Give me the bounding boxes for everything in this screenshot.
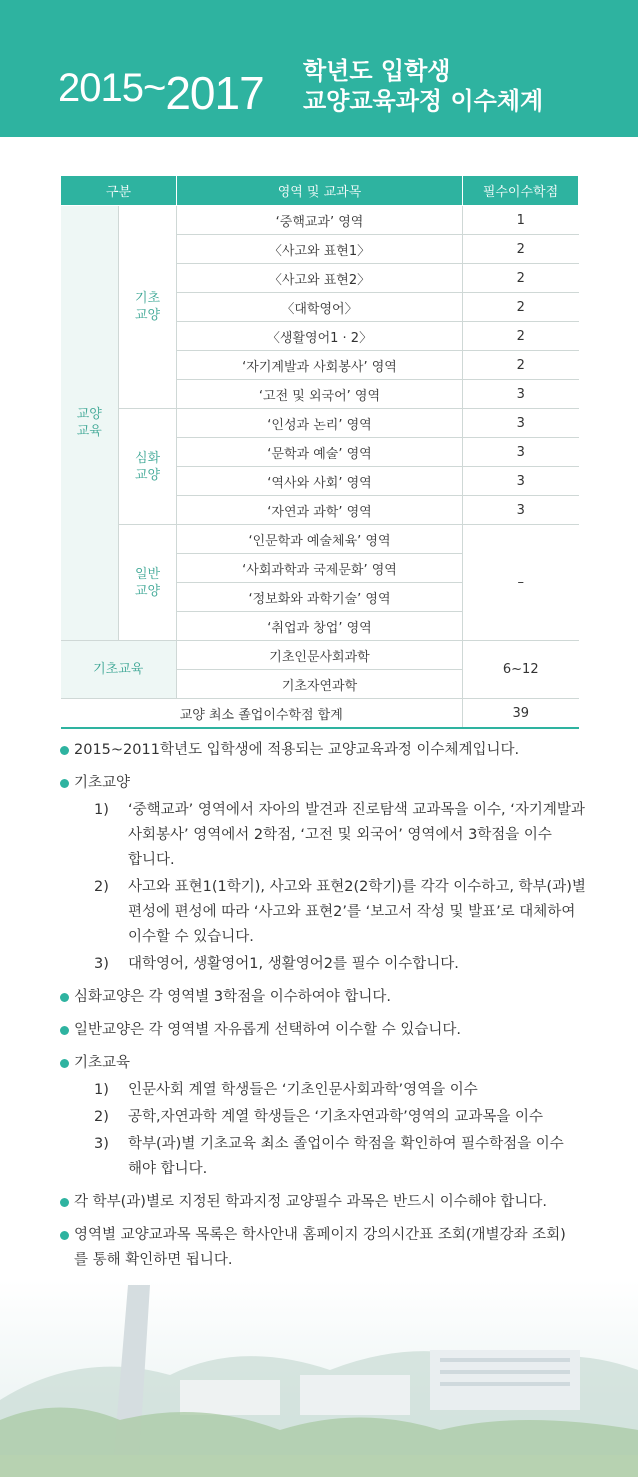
bullet-icon bbox=[60, 746, 69, 755]
credit-cell: 3 bbox=[463, 496, 579, 525]
credit-cell: 2 bbox=[463, 351, 579, 380]
subject-cell: 기초자연과학 bbox=[177, 670, 463, 699]
credit-cell: 3 bbox=[463, 380, 579, 409]
category-general-liberal: 일반 교양 bbox=[119, 525, 177, 641]
total-label: 교양 최소 졸업이수학점 합계 bbox=[61, 699, 463, 729]
category-basic-liberal: 기초 교양 bbox=[119, 206, 177, 409]
credit-cell-foundation: 6~12 bbox=[463, 641, 579, 699]
subject-cell: ‘중핵교과’ 영역 bbox=[177, 206, 463, 235]
subject-cell: ‘자기계발과 사회봉사’ 영역 bbox=[177, 351, 463, 380]
bullet-icon bbox=[60, 1231, 69, 1240]
credit-cell-general: – bbox=[463, 525, 579, 641]
header-credits: 필수이수학점 bbox=[463, 176, 579, 206]
credit-cell: 2 bbox=[463, 322, 579, 351]
year-start: 2015 bbox=[58, 66, 143, 110]
note-subitem: 3) 대학영어, 생활영어1, 생활영어2를 필수 이수합니다. bbox=[94, 956, 459, 972]
subject-cell: ‘자연과 과학’ 영역 bbox=[177, 496, 463, 525]
credit-cell: 2 bbox=[463, 264, 579, 293]
credit-cell: 3 bbox=[463, 438, 579, 467]
bullet-icon bbox=[60, 779, 69, 788]
subject-cell: ‘문학과 예술’ 영역 bbox=[177, 438, 463, 467]
note-title: 기초교육 bbox=[74, 1055, 131, 1071]
note-subitem: 2) 사고와 표현1(1학기), 사고와 표현2(2학기)를 각각 이수하고, 학부(과)별 편성에 편성에 따라 ‘사고와 표현2’를 ‘보고서 작성 및 발표’로 대체하여 이수할 수 있습니다. bbox=[94, 879, 586, 945]
notes-section bbox=[60, 738, 590, 1281]
category-liberal-education: 교양 교육 bbox=[61, 206, 119, 641]
table-row bbox=[61, 206, 579, 235]
banner-subtitle bbox=[303, 56, 543, 116]
header-category: 구분 bbox=[61, 176, 177, 206]
subject-cell: ‘인성과 논리’ 영역 bbox=[177, 409, 463, 438]
year-separator: ~ bbox=[142, 66, 166, 110]
subject-cell: 〈사고와 표현1〉 bbox=[177, 235, 463, 264]
table-row bbox=[61, 409, 579, 438]
table-total-row bbox=[61, 699, 579, 729]
table-row bbox=[61, 641, 579, 670]
credit-cell: 3 bbox=[463, 409, 579, 438]
subject-cell: ‘역사와 사회’ 영역 bbox=[177, 467, 463, 496]
credit-cell: 1 bbox=[463, 206, 579, 235]
credit-cell: 2 bbox=[463, 235, 579, 264]
note-subitem: 3) 학부(과)별 기초교육 최소 졸업이수 학점을 확인하여 필수학점을 이수 해야 합니다. bbox=[94, 1136, 564, 1177]
bullet-icon bbox=[60, 1198, 69, 1207]
subject-cell: 〈대학영어〉 bbox=[177, 293, 463, 322]
note-subitem: 1) 인문사회 계열 학생들은 ‘기초인문사회과학’영역을 이수 bbox=[94, 1082, 478, 1098]
bullet-icon bbox=[60, 993, 69, 1002]
category-advanced-liberal: 심화 교양 bbox=[119, 409, 177, 525]
subject-cell: ‘인문학과 예술체육’ 영역 bbox=[177, 525, 463, 554]
note-item: 각 학부(과)별로 지정된 학과지정 교양필수 과목은 반드시 이수해야 합니다. bbox=[60, 1190, 590, 1215]
banner-years bbox=[58, 62, 264, 119]
note-title: 기초교양 bbox=[74, 775, 131, 791]
note-item: 심화교양은 각 영역별 3학점을 이수하여야 합니다. bbox=[60, 985, 590, 1010]
note-item bbox=[60, 1051, 590, 1182]
bullet-icon bbox=[60, 1026, 69, 1035]
subtitle-line-2: 교양교육과정 이수체계 bbox=[303, 87, 544, 115]
credit-cell: 3 bbox=[463, 467, 579, 496]
campus-scenery-image bbox=[0, 1280, 638, 1477]
subject-cell: 〈생활영어1 · 2〉 bbox=[177, 322, 463, 351]
header-banner bbox=[0, 0, 638, 137]
note-item: 2015~2011학년도 입학생에 적용되는 교양교육과정 이수체계입니다. bbox=[60, 738, 590, 763]
note-subitem: 1) ‘중핵교과’ 영역에서 자아의 발견과 진로탐색 교과목을 이수, ‘자기계발과 사회봉사’ 영역에서 2학점, ‘고전 및 외국어’ 영역에서 3학점을 이수 합니다. bbox=[94, 802, 585, 868]
note-item: 영역별 교양교과목 목록은 학사안내 홈페이지 강의시간표 조회(개별강좌 조회) 를 통해 확인하면 됩니다. bbox=[60, 1223, 590, 1273]
note-item: 일반교양은 각 영역별 자유롭게 선택하여 이수할 수 있습니다. bbox=[60, 1018, 590, 1043]
year-end: 2017 bbox=[165, 67, 264, 119]
header-subject: 영역 및 교과목 bbox=[177, 176, 463, 206]
subject-cell: ‘취업과 창업’ 영역 bbox=[177, 612, 463, 641]
subject-cell: ‘고전 및 외국어’ 영역 bbox=[177, 380, 463, 409]
subject-cell: ‘정보화와 과학기술’ 영역 bbox=[177, 583, 463, 612]
table-row bbox=[61, 525, 579, 554]
curriculum-table bbox=[60, 176, 579, 729]
note-item bbox=[60, 771, 590, 977]
category-foundation-education: 기초교육 bbox=[61, 641, 177, 699]
subject-cell: ‘사회과학과 국제문화’ 영역 bbox=[177, 554, 463, 583]
subject-cell: 기초인문사회과학 bbox=[177, 641, 463, 670]
note-subitem: 2) 공학,자연과학 계열 학생들은 ‘기초자연과학’영역의 교과목을 이수 bbox=[94, 1109, 544, 1125]
credit-cell: 2 bbox=[463, 293, 579, 322]
subject-cell: 〈사고와 표현2〉 bbox=[177, 264, 463, 293]
bullet-icon bbox=[60, 1059, 69, 1068]
subtitle-line-1: 학년도 입학생 bbox=[303, 57, 451, 85]
total-credit: 39 bbox=[463, 699, 579, 729]
table-header-row bbox=[61, 176, 579, 206]
